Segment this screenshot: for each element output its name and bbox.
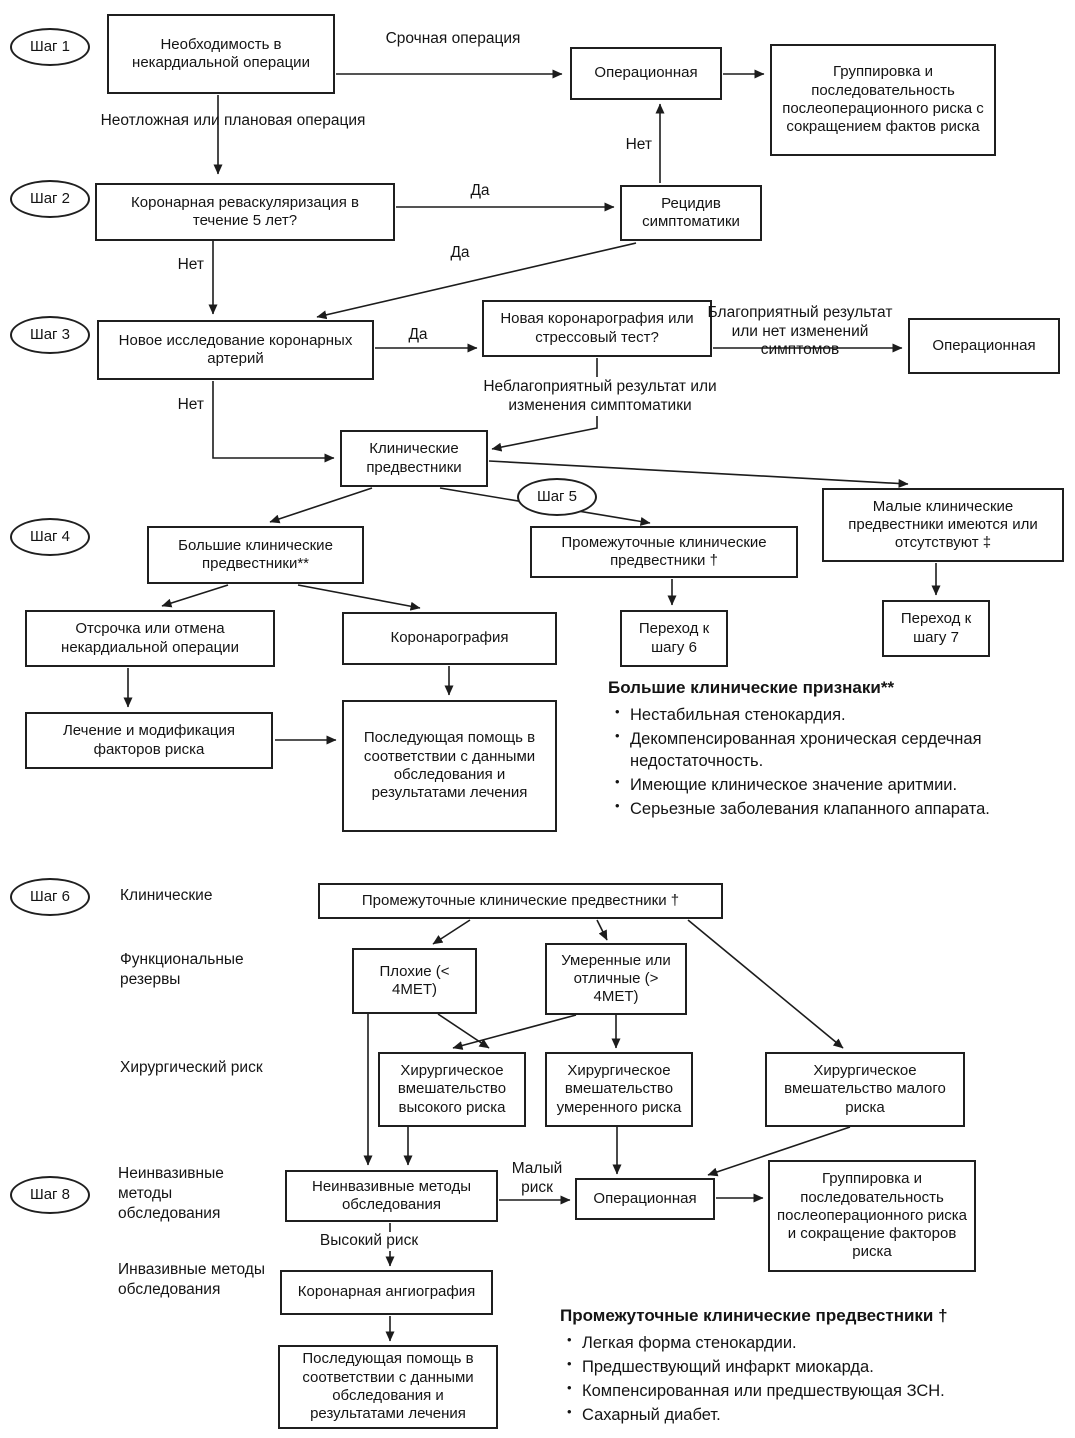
arrow — [298, 585, 420, 608]
arrow — [213, 381, 334, 458]
node-symptom-recurrence: Рецидив симптоматики — [620, 185, 762, 241]
node-intermediate-risk-surgery: Хирургическое вмешательство умеренного риска — [545, 1052, 693, 1127]
notes-intermediate-list — [560, 1333, 1065, 1427]
row-label-invasive-methods: Инвазивные методы обследования — [118, 1261, 265, 1299]
node-operating-room-1: Операционная — [570, 47, 722, 100]
notes-intermediate-item: • Легкая форма стенокардии. — [582, 1333, 1065, 1355]
step-oval-3: Шаг 3 — [10, 316, 90, 354]
step-oval-6: Шаг 6 — [10, 878, 90, 916]
node-new-coronary-study: Новое исследование коронарных артерий — [97, 320, 374, 380]
arrow — [162, 585, 228, 606]
edge-label-elective: Неотложная или плановая операция — [100, 112, 366, 129]
node-minor-predictors: Малые клинические предвестники имеются или отсутствуют ‡ — [822, 488, 1064, 562]
notes-intermediate-item: • Предшествующий инфаркт миокарда. — [582, 1357, 1065, 1379]
arrow — [433, 920, 470, 944]
node-need-surgery: Необходимость в некардиальной операции — [107, 14, 335, 94]
node-postpone-surgery: Отсрочка или отмена некардиальной операции — [25, 610, 275, 667]
notes-intermediate-item: • Сахарный диабет. — [582, 1405, 1065, 1427]
node-operating-room-2: Операционная — [908, 318, 1060, 374]
notes-major-predictors — [608, 678, 1068, 823]
node-risk-factor-treatment: Лечение и модификация факторов риска — [25, 712, 273, 769]
node-clinical-predictors: Клинические предвестники — [340, 430, 488, 487]
node-moderate-functional-capacity: Умеренные или отличные (> 4MET) — [545, 943, 687, 1015]
node-operating-room-3: Операционная — [575, 1178, 715, 1220]
node-new-angio-or-stress-test: Новая коронарография или стрессовый тест? — [482, 300, 712, 357]
node-major-predictors: Большие клинические предвестники** — [147, 526, 364, 584]
step-oval-2: Шаг 2 — [10, 180, 90, 218]
node-noninvasive-testing: Неинвазивные методы обследования — [285, 1170, 498, 1222]
edge-label-yes-2: Да — [450, 244, 470, 261]
node-coronary-angiography: Коронарная ангиография — [280, 1270, 493, 1315]
step-oval-8: Шаг 8 — [10, 1176, 90, 1214]
step-oval-1: Шаг 1 — [10, 28, 90, 66]
notes-major-item: • Декомпенсированная хроническая сердечная недостаточность. — [630, 729, 1068, 773]
row-label-functional-reserve: Функциональные резервы — [120, 951, 244, 989]
notes-intermediate-predictors — [560, 1306, 1065, 1429]
notes-intermediate-item: • Компенсированная или предшествующая ЗСН. — [582, 1381, 1065, 1403]
node-intermediate-predictors-1: Промежуточные клинические предвестники † — [530, 526, 798, 578]
node-go-to-step-6: Переход к шагу 6 — [620, 610, 728, 667]
node-coronarography: Коронарография — [342, 612, 557, 665]
node-high-risk-surgery: Хирургическое вмешательство высокого риска — [378, 1052, 526, 1127]
node-revascularization: Коронарная реваскуляризация в течение 5 лет? — [95, 183, 395, 241]
arrow — [438, 1014, 489, 1048]
notes-major-item: • Серьезные заболевания клапанного аппарата. — [630, 799, 1068, 821]
node-poor-functional-capacity: Плохие (< 4MET) — [352, 948, 477, 1014]
notes-major-item: • Нестабильная стенокардия. — [630, 705, 1068, 727]
notes-major-list — [608, 705, 1068, 821]
edge-label-urgent: Срочная операция — [385, 30, 521, 47]
row-label-clinical: Клинические — [120, 887, 213, 904]
arrow — [688, 920, 843, 1048]
notes-major-item: • Имеющие клиническое значение аритмии. — [630, 775, 1068, 797]
node-go-to-step-7: Переход к шагу 7 — [882, 600, 990, 657]
edge-label-no-2: Нет — [177, 256, 204, 273]
row-label-surgical-risk: Хирургический риск — [120, 1059, 263, 1076]
node-followup-care-1: Последующая помощь в соответствии с данными обследования и результатами лечения — [342, 700, 557, 832]
notes-major-title: Большие клинические признаки** — [608, 678, 895, 697]
edge-label-no-1: Нет — [625, 136, 652, 153]
node-postop-risk-2: Группировка и последовательность послеоперационного риска и сокращение факторов риска — [768, 1160, 976, 1272]
edge-label-unfavorable: Неблагоприятный результат или изменения симптоматики — [483, 378, 717, 414]
node-postop-risk-1: Группировка и последовательность послеоперационного риска с сокращением фактов риска — [770, 44, 996, 156]
row-label-noninvasive-methods: Неинвазивные методы обследования — [118, 1165, 224, 1223]
step-oval-4: Шаг 4 — [10, 518, 90, 556]
node-low-risk-surgery: Хирургическое вмешательство малого риска — [765, 1052, 965, 1127]
edge-label-favorable: Благоприятный результат или нет изменений симптомов — [707, 304, 893, 359]
arrow — [492, 416, 597, 449]
arrow — [270, 488, 372, 522]
edge-label-yes-3: Да — [408, 326, 428, 343]
node-intermediate-predictors-2: Промежуточные клинические предвестники † — [318, 883, 723, 919]
edge-label-low-risk: Малый риск — [511, 1160, 563, 1196]
notes-intermediate-title: Промежуточные клинические предвестники † — [560, 1306, 948, 1325]
arrow — [453, 1015, 576, 1048]
step-oval-5: Шаг 5 — [517, 478, 597, 516]
edge-label-yes-1: Да — [470, 182, 490, 199]
edge-label-high-risk: Высокий риск — [306, 1232, 432, 1251]
edge-label-no-3: Нет — [177, 396, 204, 413]
node-followup-care-2: Последующая помощь в соответствии с данными обследования и результатами лечения — [278, 1345, 498, 1429]
arrow — [597, 920, 607, 940]
